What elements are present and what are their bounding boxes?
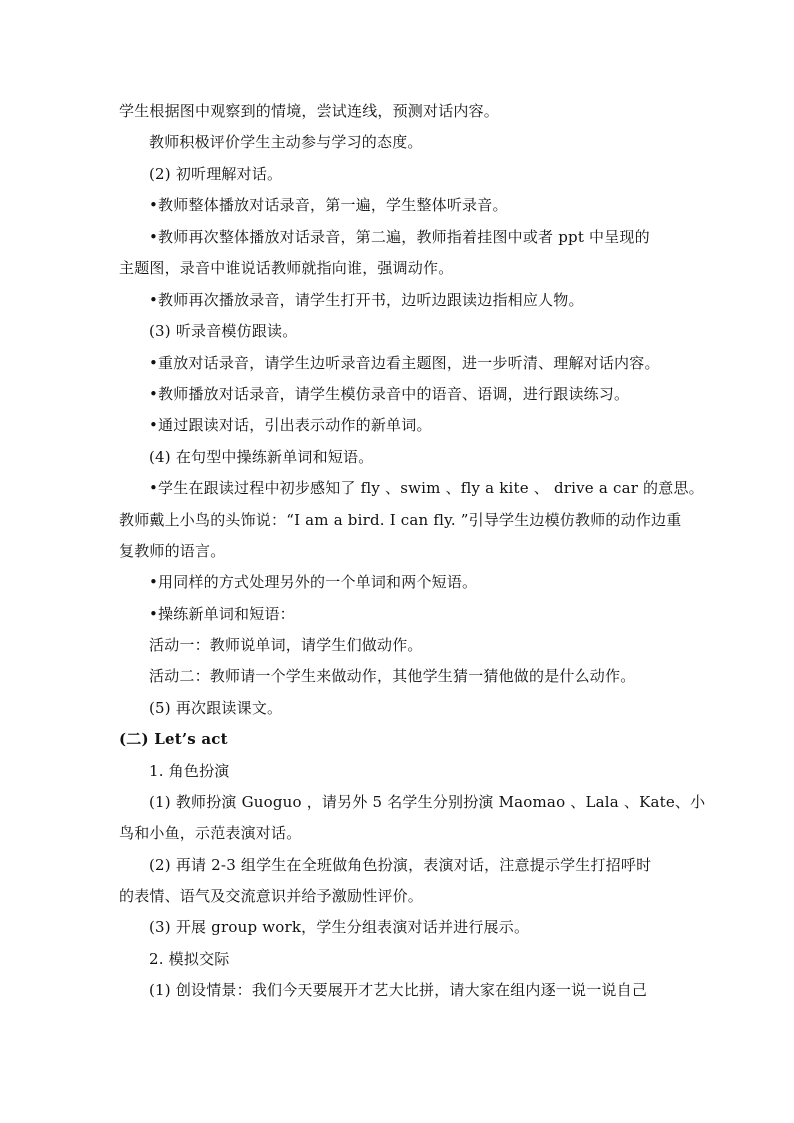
- text-line: 主题图，录音中谁说话教师就指向谁，强调动作。: [119, 259, 454, 277]
- text-line: (5) 再次跟读课文。: [149, 699, 283, 717]
- text-line: 活动一：教师说单词，请学生们做动作。: [149, 636, 423, 654]
- text-line: 活动二：教师请一个学生来做动作，其他学生猜一猜他做的是什么动作。: [149, 667, 636, 685]
- section-heading: (二) Let’s act: [119, 730, 228, 748]
- text-line: 2. 模拟交际: [149, 950, 230, 968]
- text-line: (2) 初听理解对话。: [149, 165, 283, 183]
- text-line: •教师再次整体播放对话录音，第二遍，教师指着挂图中或者 ppt 中呈现的: [149, 228, 650, 246]
- text-line: (4) 在句型中操练新单词和短语。: [149, 448, 374, 466]
- text-line: •教师整体播放对话录音，第一遍，学生整体听录音。: [149, 196, 508, 214]
- text-line: 复教师的语言。: [119, 542, 226, 560]
- text-line: (1) 教师扮演 Guoguo ，请另外 5 名学生分别扮演 Maomao 、Lala 、Kate、小: [149, 793, 706, 811]
- text-line: 教师积极评价学生主动参与学习的态度。: [149, 133, 423, 151]
- text-line: •用同样的方式处理另外的一个单词和两个短语。: [149, 573, 478, 591]
- text-line: •学生在跟读过程中初步感知了 fly 、swim 、fly a kite 、 drive a car 的意思。: [149, 479, 704, 497]
- text-line: (3) 听录音模仿跟读。: [149, 322, 298, 340]
- text-line: •教师播放对话录音，请学生模仿录音中的语音、语调，进行跟读练习。: [149, 385, 630, 403]
- text-line: 学生根据图中观察到的情境，尝试连线，预测对话内容。: [119, 102, 500, 120]
- text-line: 的表情、语气及交流意识并给予激励性评价。: [119, 887, 424, 905]
- text-line: •操练新单词和短语：: [149, 605, 295, 623]
- text-line: •重放对话录音，请学生边听录音边看主题图，进一步听清、理解对话内容。: [149, 354, 660, 372]
- text-line: 教师戴上小鸟的头饰说：“I am a bird. I can fly. ”引导学生边模仿教师的动作边重: [119, 511, 682, 529]
- text-line: 鸟和小鱼，示范表演对话。: [119, 824, 302, 842]
- text-line: (1) 创设情景：我们今天要展开才艺大比拼，请大家在组内逐一说一说自己: [149, 981, 648, 999]
- text-line: •教师再次播放录音，请学生打开书，边听边跟读边指相应人物。: [149, 291, 584, 309]
- text-line: (2) 再请 2-3 组学生在全班做角色扮演，表演对话，注意提示学生打招呼时: [149, 856, 652, 874]
- text-line: •通过跟读对话，引出表示动作的新单词。: [149, 416, 432, 434]
- text-line: 1. 角色扮演: [149, 762, 230, 780]
- text-line: (3) 开展 group work，学生分组表演对话并进行展示。: [149, 918, 530, 936]
